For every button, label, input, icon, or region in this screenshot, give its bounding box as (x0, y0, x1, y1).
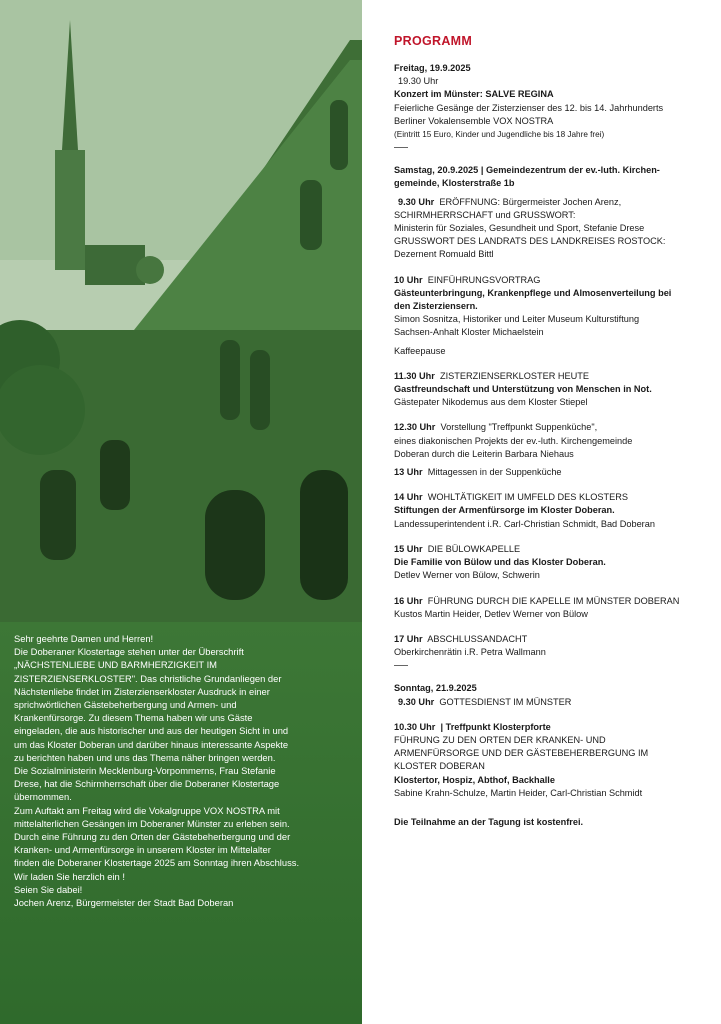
letter-signature: Jochen Arenz, Bürgermeister der Stadt Bad Doberan (14, 897, 234, 909)
talk4-speaker: Landessuperintendent i.R. Carl-Christian Schmidt, Bad Doberan (394, 518, 655, 529)
opening-line1: ERÖFFNUNG: Bürgermeister Jochen Arenz, (439, 196, 622, 207)
talk7-speaker: Oberkirchenrätin i.R. Petra Wallmann (394, 647, 546, 658)
friday-note: (Eintritt 15 Euro, Kinder und Jugendliche bis 18 Jahre frei) (394, 130, 605, 140)
friday-time: 19.30 Uhr (398, 76, 439, 87)
talk3-time: 12.30 Uhr (394, 422, 436, 433)
talk2-item (394, 370, 711, 410)
program-panel (362, 0, 721, 1024)
talk2-time: 11.30 Uhr (394, 370, 435, 381)
talk6-title: FÜHRUNG DURCH DIE KAPELLE IM MÜNSTER DOBERAN (427, 595, 680, 606)
footer-note: Die Teilnahme an der Tagung ist kostenfrei. (394, 816, 584, 827)
talk4-item (394, 491, 711, 531)
opening-line2: SCHIRMHERRSCHAFT und GRUSSWORT: (394, 209, 576, 220)
friday-date: Freitag, 19.9.2025 (394, 63, 471, 73)
letter-line: Kranken- und Armenfürsorge in unserem Kloster im Mittelalter (14, 844, 271, 856)
saturday-date-line2: gemeinde, Klosterstraße 1b (394, 178, 515, 189)
talk1-sub-line1: Gästeunterbringung, Krankenpflege und Almosenverteilung bei (394, 287, 672, 298)
letter-line: Die Doberaner Klostertage stehen unter der Überschrift (14, 646, 244, 658)
letter-line: übernommen. (14, 791, 72, 803)
welcome-letter (0, 622, 362, 1024)
opening-line4: GRUSSWORT DES LANDRATS DES LANDKREISES ROSTOCK: (394, 236, 666, 247)
talk4-time: 14 Uhr (394, 492, 423, 503)
saturday-date-line1: Samstag, 20.9.2025 | Gemeindezentrum der ev.-luth. Kirchen- (394, 165, 660, 176)
talk6-speaker: Kustos Martin Heider, Detlev Werner von Bülow (394, 608, 588, 619)
talk2-speaker: Gästepater Nikodemus aus dem Kloster Stiepel (394, 397, 588, 408)
service-time: 9.30 Uhr (398, 696, 435, 707)
talk5-speaker: Detlev Werner von Bülow, Schwerin (394, 570, 540, 581)
saturday-block (394, 164, 711, 666)
talk6-item (394, 595, 711, 621)
opening-line5: Dezernent Romuald Bittl (394, 249, 494, 260)
talk6-time: 16 Uhr (394, 595, 423, 606)
tour-time: 10.30 Uhr (394, 721, 436, 732)
letter-line: Durch eine Führung zu den Orten der Gästebeherbergung und der (14, 831, 291, 843)
talk2-title: ZISTERZIENSERKLOSTER HEUTE (439, 370, 590, 381)
talk1-sub-line2: den Zisterziensern. (394, 301, 478, 312)
letter-line: ZISTERZIENSERKLOSTER". Das christliche Grundanliegen der (14, 672, 282, 684)
talk2-sub: Gastfreundschaft und Unterstützung von Menschen in Not. (394, 384, 652, 395)
opening-item (394, 196, 711, 262)
letter-line: um das Kloster Doberan und darüber hinaus interessante Aspekte (14, 738, 289, 750)
tour-stations: Klostertor, Hospiz, Abthof, Backhalle (394, 774, 555, 785)
letter-line: „NÄCHSTENLIEBE UND BARMHERZIGKEIT IM (14, 659, 217, 671)
service-title: GOTTESDIENST IM MÜNSTER (439, 696, 572, 707)
letter-line: Die Sozialministerin Mecklenburg-Vorpommerns, Frau Stefanie (14, 765, 276, 777)
letter-line: mittelalterlichen Gesängen im Doberaner Münster zu erleben sein. (14, 817, 290, 829)
talk3-line2: eines diakonischen Projekts der ev.-luth. Kirchengemeinde (394, 435, 633, 446)
letter-line: Nächstenliebe findet im Zisterzienserkloster Ausdruck in einer (14, 685, 270, 697)
lunch-title: Mittagessen in der Suppenküche (427, 467, 562, 478)
opening-line3: Ministerin für Soziales, Gesundheit und Sport, Stefanie Drese (394, 223, 645, 234)
monastery-photo (0, 0, 362, 622)
talk3-title: Vorstellung "Treffpunkt Suppenküche", (440, 422, 598, 433)
program-heading: PROGRAMM (394, 34, 473, 48)
talk7-item (394, 633, 711, 659)
talk5-time: 15 Uhr (394, 543, 423, 554)
talk1-speaker-line1: Simon Sosnitza, Historiker und Leiter Museum Kulturstiftung (394, 314, 640, 325)
tour-guides: Sabine Krahn-Schulze, Martin Heider, Carl-Christian Schmidt (394, 787, 643, 798)
tour-line1: FÜHRUNG ZU DEN ORTEN DER KRANKEN- UND (394, 734, 606, 745)
tour-line3: KLOSTER DOBERAN (394, 761, 485, 772)
sunday-block (394, 682, 711, 829)
talk4-sub: Stiftungen der Armenfürsorge im Kloster Doberan. (394, 505, 615, 516)
tour-item (394, 721, 711, 800)
talk1-item (394, 274, 711, 358)
friday-title: Konzert im Münster: SALVE REGINA (394, 89, 554, 100)
lunch-item (394, 466, 711, 479)
talk7-time: 17 Uhr (394, 633, 423, 644)
letter-greeting: Sehr geehrte Damen und Herren! (14, 633, 154, 644)
letter-line: finden die Doberaner Klostertage 2025 am Sonntag ihren Abschluss. (14, 857, 300, 869)
tour-place: | Treffpunkt Klosterpforte (440, 721, 551, 732)
talk5-item (394, 543, 711, 583)
friday-performer: Berliner Vokalensemble VOX NOSTRA (394, 115, 554, 126)
talk3-item (394, 421, 711, 461)
talk1-title: EINFÜHRUNGSVORTRAG (427, 274, 541, 285)
separator (394, 147, 408, 148)
letter-line: Seien Sie dabei! (14, 883, 83, 895)
opening-time: 9.30 Uhr (398, 196, 435, 207)
letter-line: Krankenfürsorge. Zu diesem Thema haben wir uns Gäste (14, 712, 253, 724)
talk1-time: 10 Uhr (394, 274, 423, 285)
talk4-title: WOHLTÄTIGKEIT IM UMFELD DES KLOSTERS (427, 492, 628, 503)
talk5-title: DIE BÜLOWKAPELLE (427, 543, 521, 554)
talk3-line3: Doberan durch die Leiterin Barbara Niehaus (394, 448, 574, 459)
friday-subtitle: Feierliche Gesänge der Zisterzienser des 12. bis 14. Jahrhunderts (394, 102, 664, 113)
break-label: Kaffeepause (394, 345, 446, 356)
talk5-sub: Die Familie von Bülow und das Kloster Doberan. (394, 557, 606, 568)
separator (394, 665, 408, 666)
talk1-speaker-line2: Sachsen-Anhalt Kloster Michaelstein (394, 327, 544, 338)
lunch-time: 13 Uhr (394, 467, 423, 478)
tour-line2: ARMENFÜRSORGE UND DER GÄSTEBEHERBERGUNG IM (394, 748, 649, 759)
friday-block (394, 62, 711, 148)
letter-line: zu berichten haben und uns das Thema näher bringen werden. (14, 751, 276, 763)
letter-line: sprichwörtlichen Gästebeherbergung und Armen- und (14, 699, 237, 711)
letter-line: Drese, hat die Schirmherrschaft über die Doberaner Klostertage (14, 778, 280, 790)
letter-line: eingeladen, die aus historischer und aus der heutigen Sicht in und (14, 725, 289, 737)
talk7-title: ABSCHLUSSANDACHT (427, 633, 528, 644)
letter-line: Zum Auftakt am Freitag wird die Vokalgruppe VOX NOSTRA mit (14, 804, 280, 816)
sunday-date: Sonntag, 21.9.2025 (394, 683, 477, 694)
letter-line: Wir laden Sie herzlich ein ! (14, 870, 125, 882)
